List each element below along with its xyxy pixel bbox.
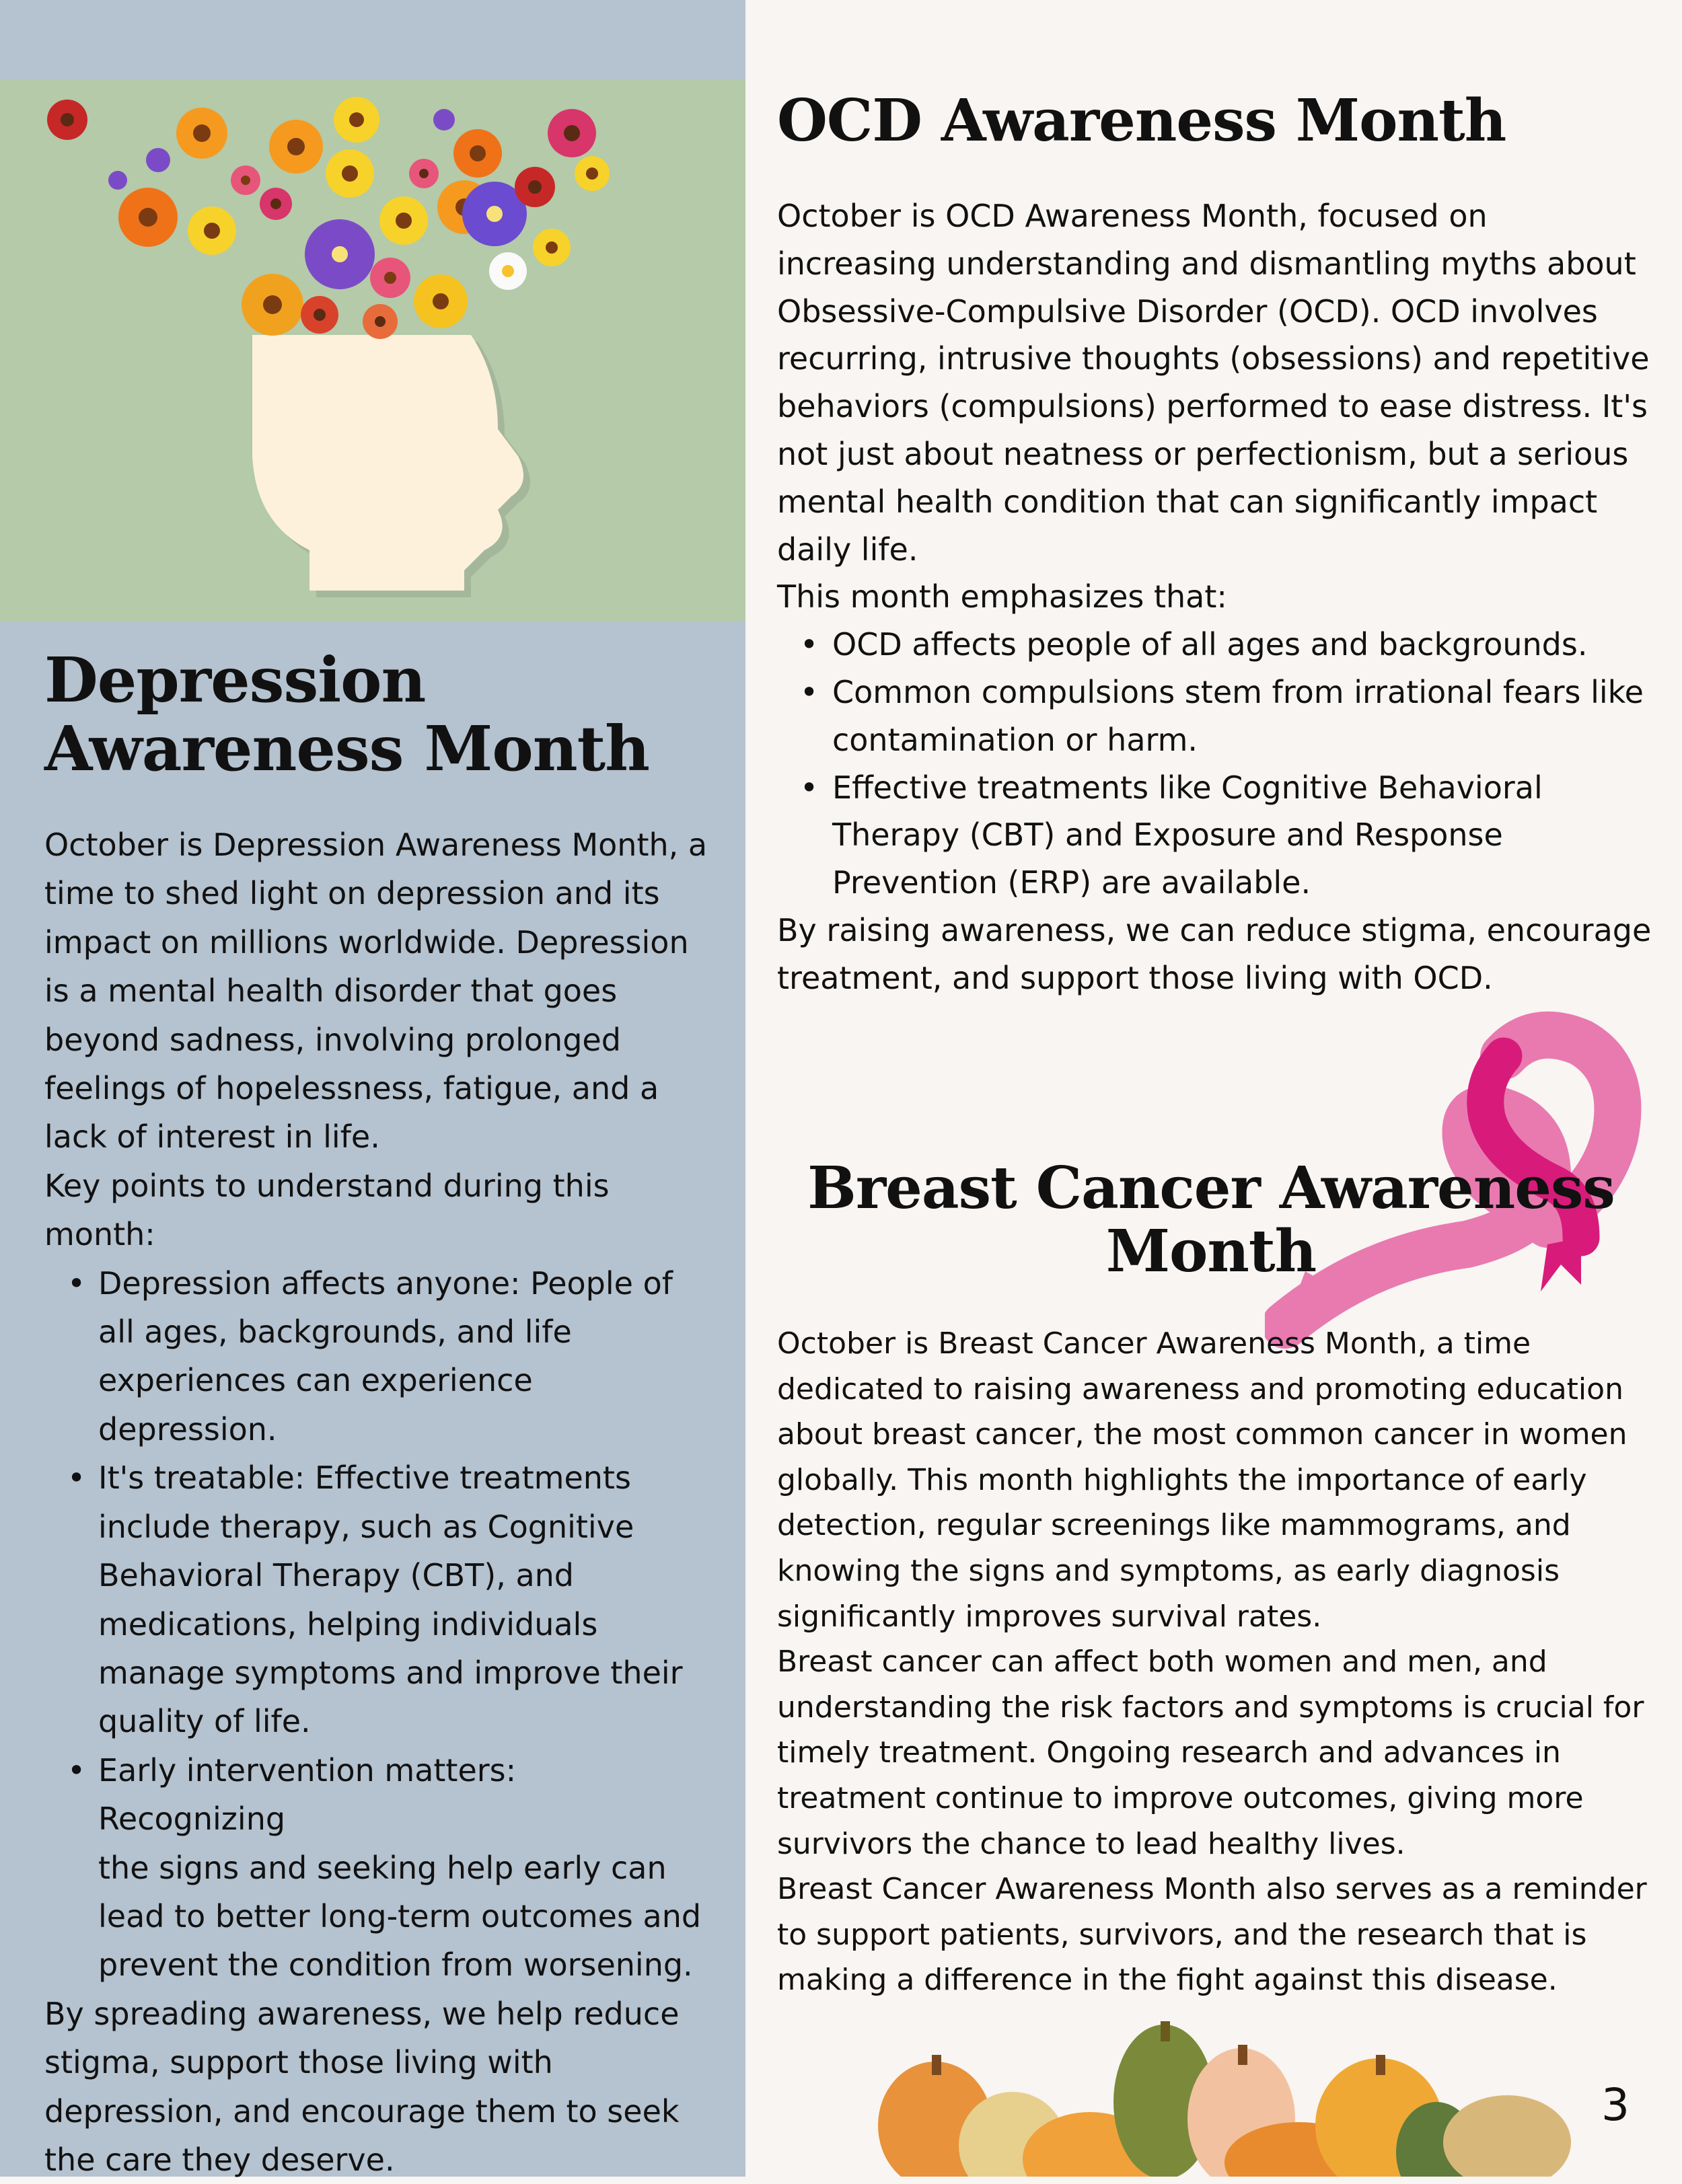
bullet-icon: •: [67, 1752, 86, 1788]
ocd-emphasis: This month emphasizes that:: [777, 578, 1227, 615]
bullet-icon: •: [67, 1460, 86, 1497]
bullet-icon: •: [800, 626, 819, 663]
bullet-icon: •: [800, 673, 819, 710]
list-item: • OCD affects people of all ages and backgrounds.: [777, 621, 1652, 669]
breast-cancer-paragraph-1: October is Breast Cancer Awareness Month, a time dedicated to raising awareness and promoting education about breast cancer, the most common cancer in women globally. This month highlights the importance of early detection, regular screenings like mammograms, and knowing the signs and symptoms, as early diagnosis significantly improves survival rates.: [777, 1326, 1628, 1634]
ocd-body: [777, 192, 1652, 1002]
list-item: • Common compulsions stem from irrational fears like contamination or harm.: [777, 669, 1652, 764]
depression-title: [44, 646, 717, 783]
list-item: • It's treatable: Effective treatments include therapy, such as Cognitive Behavioral Therapy (CBT), and medications, helping individuals manage symptoms and improve their quality of life.: [44, 1454, 710, 1745]
depression-title-line1: Depression: [44, 644, 426, 716]
breast-cancer-paragraph-3: Breast Cancer Awareness Month also serves as a reminder to support patients, survivors, and the research that is making a difference in the fight against this disease.: [777, 1872, 1647, 1998]
breast-cancer-title-line1: Breast Cancer Awareness: [807, 1154, 1615, 1222]
list-item: • Depression affects anyone: People of all ages, backgrounds, and life experiences can experience depression.: [44, 1259, 710, 1454]
list-item: • Effective treatments like Cognitive Behavioral Therapy (CBT) and Exposure and Response Prevention (ERP) are available.: [777, 764, 1652, 907]
flower-head-illustration: [0, 79, 745, 622]
flower-head-image: [0, 79, 745, 622]
breast-cancer-body: [777, 1321, 1652, 2003]
pumpkins-illustration: [868, 1991, 1608, 2177]
ocd-bullet-list: [777, 621, 1652, 907]
breast-cancer-paragraph-2: Breast cancer can affect both women and men, and understanding the risk factors and symptoms is crucial for timely treatment. Ongoing research and advances in treatment continue to improve outcomes, giving more survivors the chance to lead healthy lives.: [777, 1645, 1644, 1861]
page-number: 3: [1601, 2079, 1630, 2131]
depression-key-points-heading: Key points to understand during this month:: [44, 1167, 610, 1253]
bullet-icon: •: [800, 769, 819, 806]
depression-intro: October is Depression Awareness Month, a time to shed light on depression and its impact on millions worldwide. Depression is a mental health disorder that goes beyond sadness, involving prolonged feelings of hopelessness, fatigue, and a lack of interest in life.: [44, 827, 708, 1156]
ocd-closing: By raising awareness, we can reduce stigma, encourage treatment, and support those living with OCD.: [777, 911, 1652, 996]
depression-body: [44, 821, 710, 2184]
ocd-title: OCD Awareness Month: [777, 87, 1506, 155]
ocd-intro: October is OCD Awareness Month, focused on increasing understanding and dismantling myths about Obsessive-Compulsive Disorder (OCD). OCD involves recurring, intrusive thoughts (obsessions) and repetitive behaviors (compulsions) performed to ease distress. It's not just about neatness or perfectionism, but a serious mental health condition that can significantly impact daily life.: [777, 198, 1650, 568]
depression-closing: By spreading awareness, we help reduce stigma, support those living with depression, and encourage them to seek the care they deserve.: [44, 1995, 680, 2178]
list-item: • Early intervention matters: Recognizing the signs and seeking help early can lead to better long-term outcomes and prevent the condition from worsening.: [44, 1746, 710, 1990]
bullet-icon: •: [67, 1265, 86, 1302]
breast-cancer-title: [794, 1154, 1628, 1285]
breast-cancer-title-line2: Month: [1105, 1217, 1317, 1285]
depression-title-line2: Awareness Month: [44, 712, 649, 785]
depression-bullet-list: [44, 1259, 710, 1990]
